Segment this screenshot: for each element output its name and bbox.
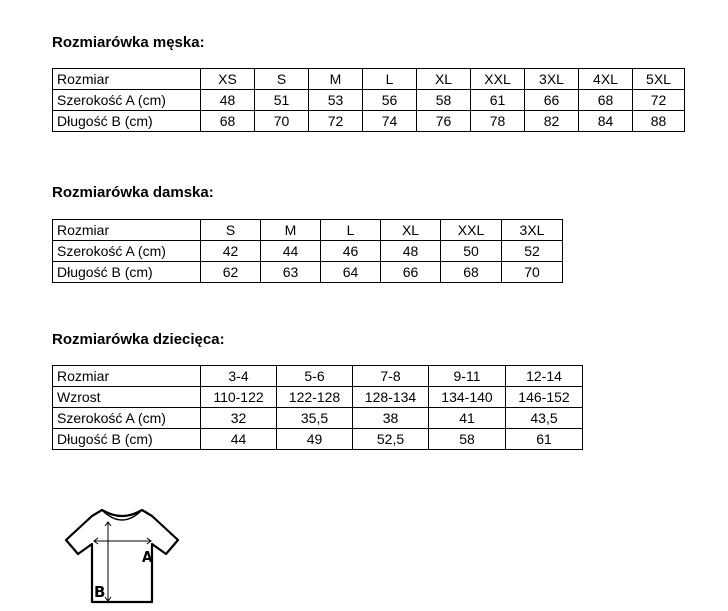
table-cell: 12-14 <box>506 366 583 387</box>
table-cell: 3XL <box>502 220 563 241</box>
row-label: Rozmiar <box>53 69 201 90</box>
table-cell: M <box>261 220 321 241</box>
table-cell: 134-140 <box>429 387 506 408</box>
row-label: Szerokość A (cm) <box>53 90 201 111</box>
table-cell: 44 <box>261 241 321 262</box>
men-size-chart-title: Rozmiarówka męska: <box>52 34 205 51</box>
table-cell: 3XL <box>525 69 579 90</box>
table-cell: 41 <box>429 408 506 429</box>
row-label: Szerokość A (cm) <box>53 241 201 262</box>
table-cell: 110-122 <box>201 387 277 408</box>
width-label-a: A <box>142 548 153 566</box>
table-row <box>53 429 583 450</box>
table-row <box>53 90 685 111</box>
row-label: Długość B (cm) <box>53 111 201 132</box>
table-cell: 82 <box>525 111 579 132</box>
table-cell: M <box>309 69 363 90</box>
table-cell: XL <box>417 69 471 90</box>
table-row <box>53 241 563 262</box>
table-cell: 49 <box>277 429 353 450</box>
table-cell: XXL <box>471 69 525 90</box>
row-label: Długość B (cm) <box>53 262 201 283</box>
table-cell: 53 <box>309 90 363 111</box>
table-cell: 48 <box>201 90 255 111</box>
table-cell: 7-8 <box>353 366 429 387</box>
table-cell: 61 <box>506 429 583 450</box>
table-cell: 72 <box>633 90 685 111</box>
table-cell: 84 <box>579 111 633 132</box>
table-cell: 76 <box>417 111 471 132</box>
table-cell: 128-134 <box>353 387 429 408</box>
table-cell: 5-6 <box>277 366 353 387</box>
table-cell: 66 <box>381 262 441 283</box>
table-cell: 50 <box>441 241 502 262</box>
table-cell: 61 <box>471 90 525 111</box>
row-label: Długość B (cm) <box>53 429 201 450</box>
table-row <box>53 69 685 90</box>
table-cell: 52 <box>502 241 563 262</box>
table-cell: 48 <box>381 241 441 262</box>
table-cell: 51 <box>255 90 309 111</box>
women-size-chart-title: Rozmiarówka damska: <box>52 184 214 201</box>
men-size-table <box>52 68 685 132</box>
table-row <box>53 111 685 132</box>
table-cell: 68 <box>201 111 255 132</box>
table-cell: 78 <box>471 111 525 132</box>
table-cell: 88 <box>633 111 685 132</box>
table-cell: 70 <box>255 111 309 132</box>
table-cell: 44 <box>201 429 277 450</box>
table-cell: 68 <box>441 262 502 283</box>
table-cell: 35,5 <box>277 408 353 429</box>
table-cell: 46 <box>321 241 381 262</box>
table-row <box>53 408 583 429</box>
table-cell: 58 <box>429 429 506 450</box>
table-cell: 70 <box>502 262 563 283</box>
table-cell: 4XL <box>579 69 633 90</box>
tshirt-measurement-diagram <box>62 506 182 606</box>
row-label: Szerokość A (cm) <box>53 408 201 429</box>
table-row <box>53 262 563 283</box>
row-label: Rozmiar <box>53 220 201 241</box>
table-cell: 68 <box>579 90 633 111</box>
table-cell: 58 <box>417 90 471 111</box>
table-cell: 43,5 <box>506 408 583 429</box>
table-cell: 32 <box>201 408 277 429</box>
table-cell: 63 <box>261 262 321 283</box>
table-cell: 56 <box>363 90 417 111</box>
table-cell: 66 <box>525 90 579 111</box>
table-cell: L <box>363 69 417 90</box>
kids-size-table <box>52 365 583 450</box>
table-cell: 74 <box>363 111 417 132</box>
table-row <box>53 387 583 408</box>
table-cell: XL <box>381 220 441 241</box>
table-row <box>53 366 583 387</box>
kids-size-chart-title: Rozmiarówka dziecięca: <box>52 331 225 348</box>
table-row <box>53 220 563 241</box>
table-cell: 122-128 <box>277 387 353 408</box>
table-cell: L <box>321 220 381 241</box>
table-cell: 146-152 <box>506 387 583 408</box>
row-label: Rozmiar <box>53 366 201 387</box>
table-cell: 3-4 <box>201 366 277 387</box>
table-cell: S <box>201 220 261 241</box>
table-cell: 52,5 <box>353 429 429 450</box>
women-size-table <box>52 219 563 283</box>
table-cell: 64 <box>321 262 381 283</box>
tshirt-outline <box>66 510 178 602</box>
row-label: Wzrost <box>53 387 201 408</box>
table-cell: S <box>255 69 309 90</box>
table-cell: XXL <box>441 220 502 241</box>
table-cell: 42 <box>201 241 261 262</box>
length-label-b: B <box>94 583 106 601</box>
table-cell: 9-11 <box>429 366 506 387</box>
table-cell: XS <box>201 69 255 90</box>
table-cell: 5XL <box>633 69 685 90</box>
table-cell: 72 <box>309 111 363 132</box>
table-cell: 62 <box>201 262 261 283</box>
table-cell: 38 <box>353 408 429 429</box>
